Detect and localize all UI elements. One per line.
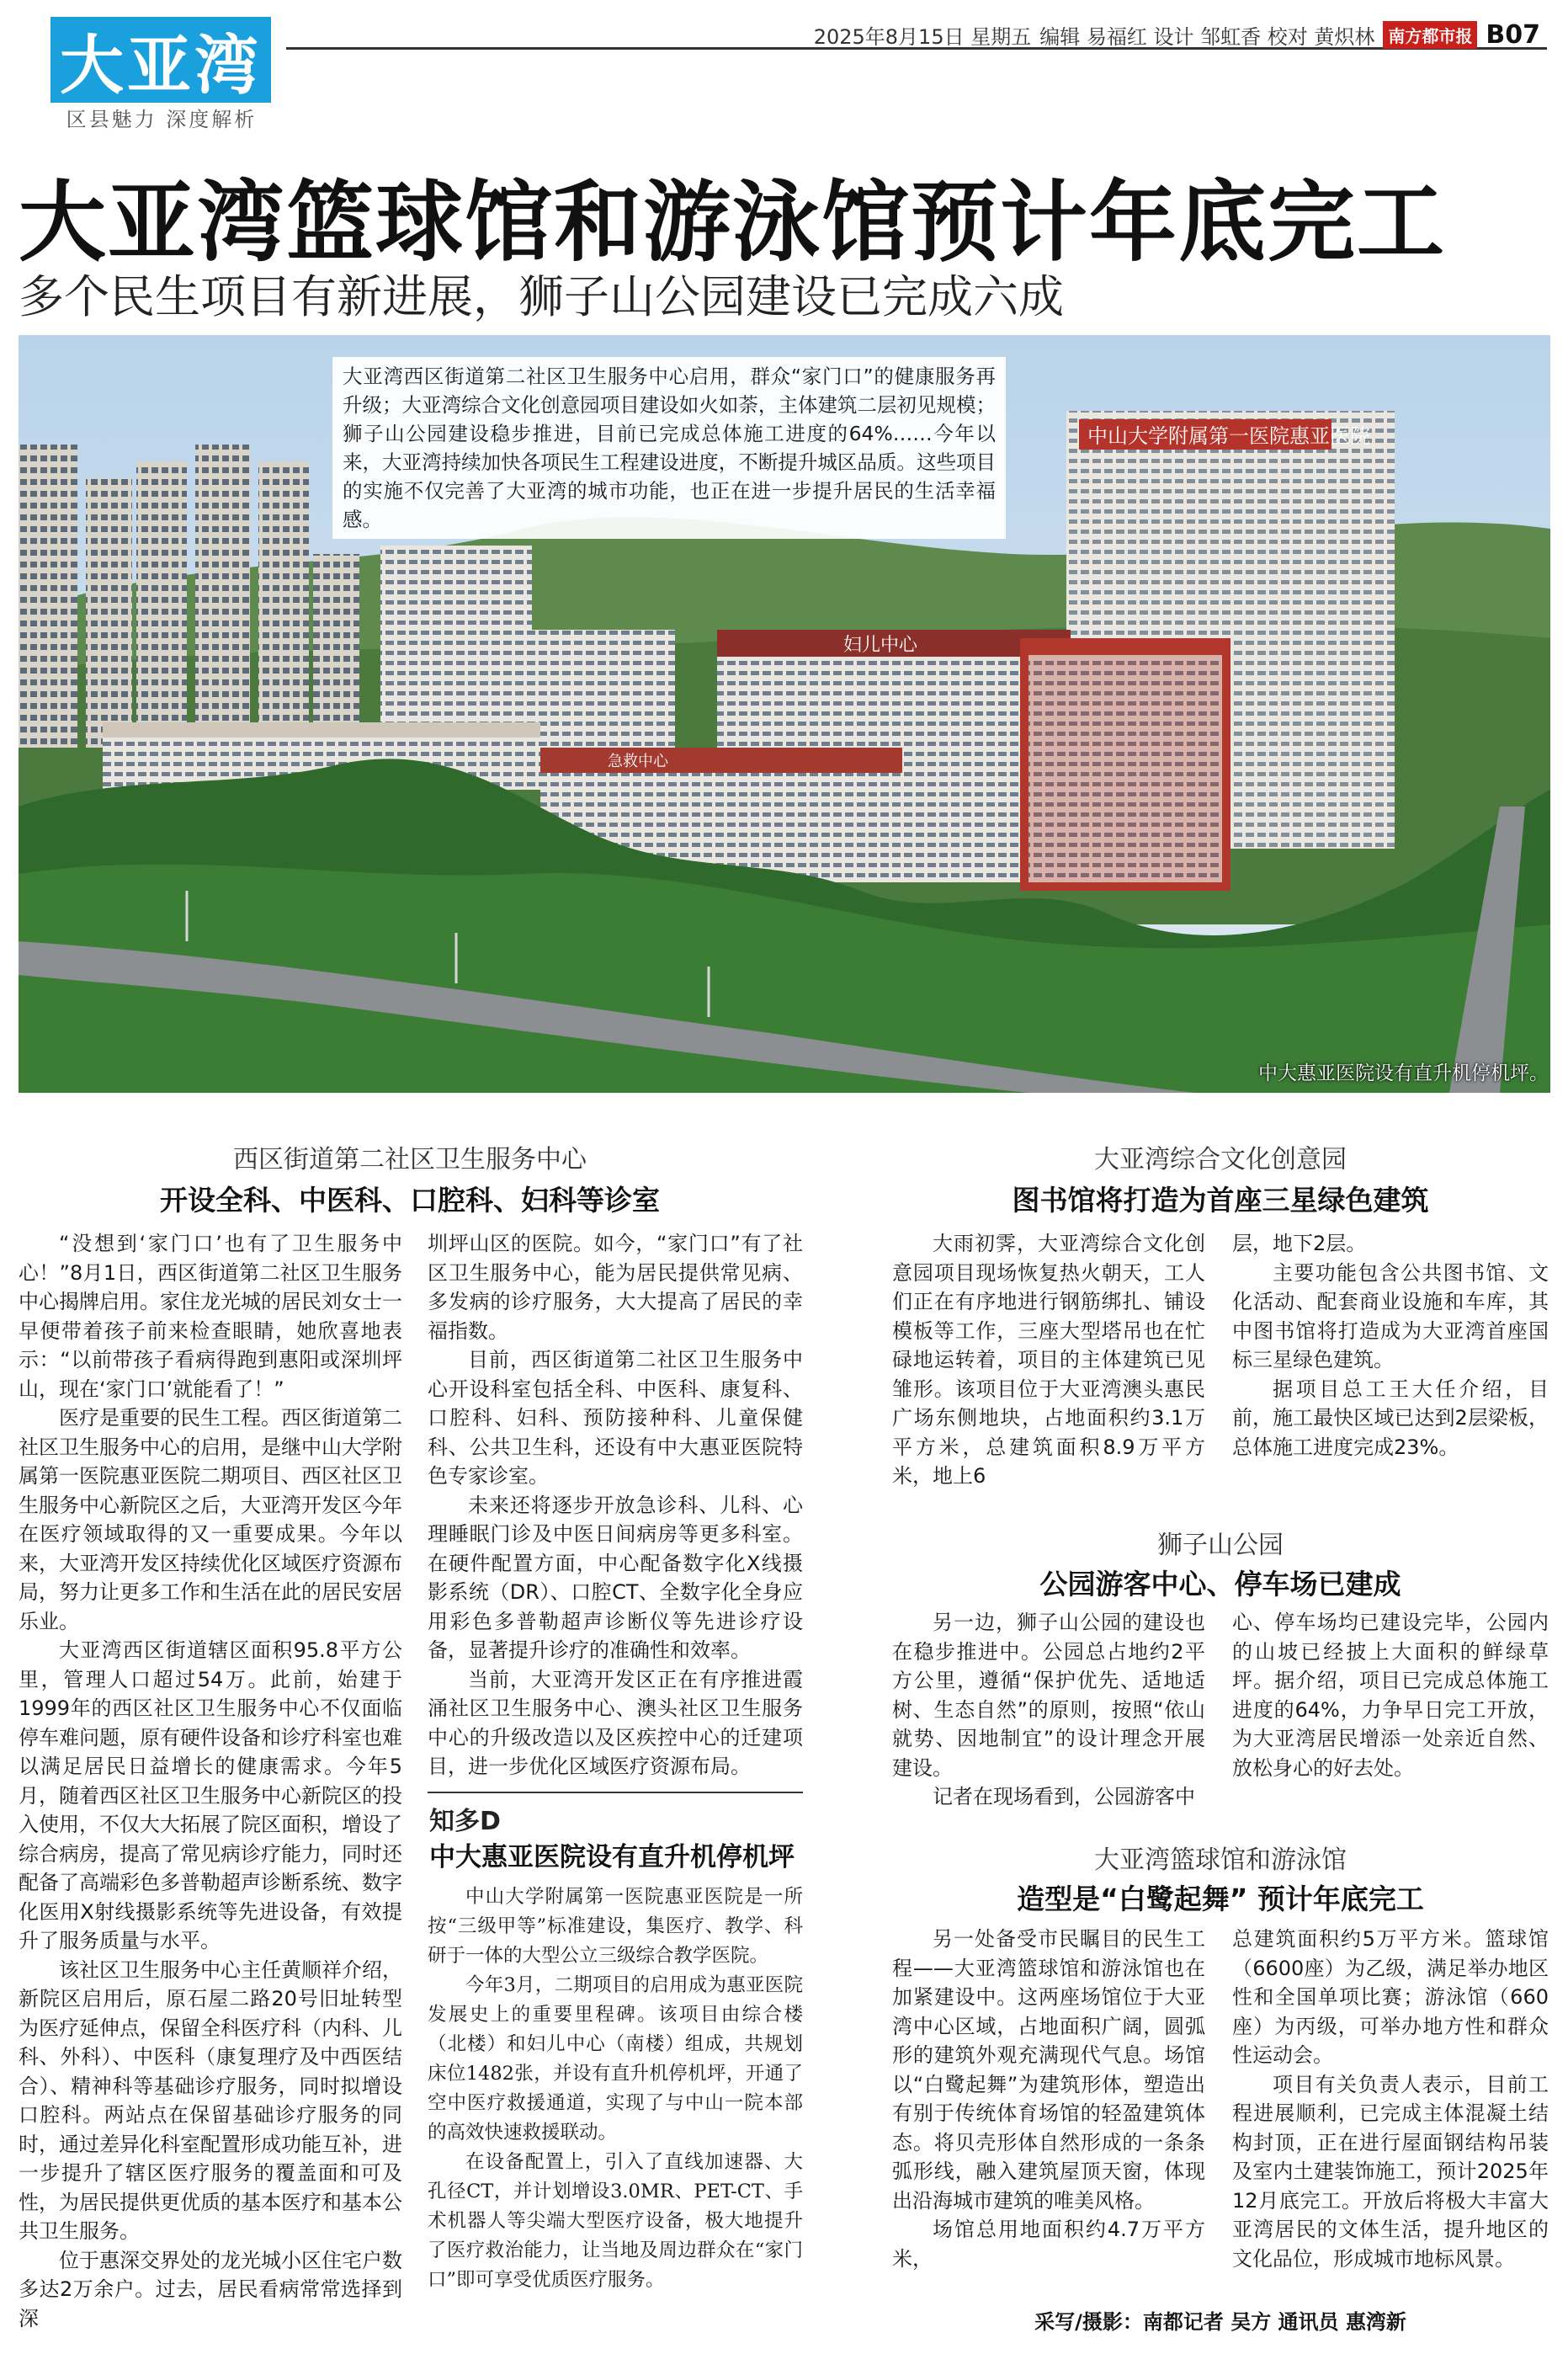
paragraph: 在设备配置上，引入了直线加速器、大孔径CT，并计划增设3.0MR、PET-CT、手术机器人等尖端大型医疗设备，极大地提升了医疗救治能力，让当地及周边群众在“家门口”即可享受优质医疗服务。 (428, 2151, 803, 2291)
section-slogan: 区县魅力 深度解析 (66, 108, 258, 131)
paragraph: 总建筑面积约5万平方米。篮球馆（6600座）为乙级，满足举办地区性和全国单项比赛；游泳馆（660座）为丙级，可举办地方性和群众性运动会。 (1232, 1927, 1549, 2067)
paragraph: “没想到‘家门口’也有了卫生服务中心！”8月1日，西区街道第二社区卫生服务中心揭牌启用。家住龙光城的居民刘女士一早便带着孩子前来检查眼睛，她欣喜地表示：“以前带孩子看病得跑到惠阳或深圳坪山，现在‘家门口’就能看了！” (19, 1232, 402, 1401)
article4-column-1 (892, 1925, 1205, 2273)
sub-headline: 多个民生项目有新进展，狮子山公园建设已完成六成 (19, 270, 1064, 323)
article1-column-1 (19, 1229, 402, 2333)
article3-column-2 (1232, 1608, 1549, 1782)
article3-title: 公园游客中心、停车场已建成 (1039, 1568, 1401, 1600)
editor-credits: 编辑 易福红 设计 邹虹香 校对 黄炽林 (1039, 25, 1375, 49)
paragraph: 目前，西区街道第二社区卫生服务中心开设科室包括全科、中医科、康复科、口腔科、妇科、预防接种科、儿童保健科、公共卫生科，还设有中大惠亚医院特色专家诊室。 (428, 1348, 803, 1488)
article3-column-1 (892, 1608, 1205, 1812)
sidebar-rule (428, 1792, 803, 1793)
paper-logo: 南方都市报 (1383, 21, 1477, 49)
article2-kicker: 大亚湾综合文化创意园 (1094, 1145, 1347, 1174)
header-meta (813, 20, 1540, 50)
article1-title: 开设全科、中医科、口腔科、妇科等诊室 (160, 1184, 660, 1217)
article3-kicker: 狮子山公园 (1157, 1531, 1284, 1560)
paragraph: 场馆总用地面积约4.7万平方米， (892, 2218, 1205, 2271)
paragraph: 中山大学附属第一医院惠亚医院是一所按“三级甲等”标准建设，集医疗、教学、科研于一体的大型公立三级综合教学医院。 (428, 1886, 803, 1967)
paragraph: 大亚湾西区街道辖区面积95.8平方公里，管理人口超过54万。此前，始建于1999年的西区社区卫生服务中心不仅面临停车难问题，原有硬件设备和诊疗科室也难以满足居民日益增长的健康需求。今年5月，随着西区社区卫生服务中心新院区的投入使用，不仅大大拓展了院区面积，增设了综合病房，提高了常见病诊疗能力，同时还配备了高端彩色多普勒超声诊断系统、数字化医用X射线摄影系统等先进设备，有效提升了服务质量与水平。 (19, 1638, 402, 1952)
paragraph: 当前，大亚湾开发区正在有序推进霞涌社区卫生服务中心、澳头社区卫生服务中心的升级改造以及区疾控中心的迁建项目，进一步优化区域医疗资源布局。 (428, 1667, 803, 1778)
paragraph: 层，地下2层。 (1232, 1232, 1367, 1255)
article4-title: 造型是“白鹭起舞” 预计年底完工 (1017, 1883, 1424, 1915)
paragraph: 该社区卫生服务中心主任黄顺祥介绍，新院区启用后，原石屋二路20号旧址转型为医疗延伸点，保留全科医疗科（内科、儿科、外科）、中医科（康复理疗及中西医结合）、精神科等基础诊疗服务，同时拟增设口腔科。两站点在保留基础诊疗服务的同时，通过差异化科室配置形成功能互补，进一步提升了辖区医疗服务的覆盖面和可及性，为居民提供更优质的基本医疗和基本公共卫生服务。 (19, 1957, 402, 2243)
paragraph: 大雨初霁，大亚湾综合文化创意园项目现场恢复热火朝天，工人们正在有序地进行钢筋绑扎、铺设模板等工作，三座大型塔吊也在忙碌地运转着，项目的主体建筑已见雏形。该项目位于大亚湾澳头惠民广场东侧地块，占地面积约3.1万平方米，总建筑面积8.9万平方米，地上6 (892, 1232, 1205, 1488)
main-headline: 大亚湾篮球馆和游泳馆预计年底完工 (19, 171, 1447, 274)
article1-kicker: 西区街道第二社区卫生服务中心 (233, 1145, 587, 1174)
paragraph: 未来还将逐步开放急诊科、儿科、心理睡眠门诊及中医日间病房等更多科室。在硬件配置方面，中心配备数字化X线摄影系统（DR）、口腔CT、全数字化全身应用彩色多普勒超声诊断仪等先进诊疗设备，显著提升诊疗的准确性和效率。 (428, 1493, 803, 1662)
section-badge (50, 17, 271, 103)
article4-column-2 (1232, 1925, 1549, 2273)
paragraph: 另一边，狮子山公园的建设也在稳步推进中。公园总占地约2平方公里，遵循“保护优先、适地适树、生态自然”的原则，按照“依山就势、因地制宜”的设计理念开展建设。 (892, 1611, 1205, 1780)
building-sign-women-children: 妇儿中心 (843, 635, 918, 656)
article2-title: 图书馆将打造为首座三星绿色建筑 (1012, 1184, 1429, 1217)
paragraph: 圳坪山区的医院。如今，“家门口”有了社区卫生服务中心，能为居民提供常见病、多发病的诊疗服务，大大提高了居民的幸福指数。 (428, 1232, 803, 1343)
paragraph: 今年3月，二期项目的启用成为惠亚医院发展史上的重要里程碑。该项目由综合楼（北楼）和妇儿中心（南楼）组成，共规划床位1482张，并设有直升机停机坪，开通了空中医疗救援通道，实现了与中山一院本部的高效快速救援联动。 (428, 1974, 803, 2144)
paragraph: 医疗是重要的民生工程。西区街道第二社区卫生服务中心的启用，是继中山大学附属第一医院惠亚医院二期项目、西区社区卫生服务中心新院区之后，大亚湾开发区今年在医疗领域取得的又一重要成果。今年以来，大亚湾开发区持续优化区域医疗资源布局，努力让更多工作和生活在此的居民安居乐业。 (19, 1406, 402, 1633)
building-sign-emergency: 急救中心 (608, 753, 668, 770)
article4-kicker: 大亚湾篮球馆和游泳馆 (1094, 1845, 1347, 1875)
paragraph: 位于惠深交界处的龙光城小区住宅户数多达2万余户。过去，居民看病常常选择到深 (19, 2248, 402, 2330)
paragraph: 记者在现场看到，公园游客中 (933, 1785, 1195, 1808)
intro-paragraph: 大亚湾西区街道第二社区卫生服务中心启用，群众“家门口”的健康服务再升级；大亚湾综合文化创意园项目建设如火如荼，主体建筑二层初见规模；狮子山公园建设稳步推进，目前已完成总体施工进度的64%……今年以来，大亚湾持续加快各项民生工程建设进度，不断提升城区品质。这些项目的实施不仅完善了大亚湾的城市功能，也正在进一步提升居民的生活幸福感。 (332, 357, 1006, 539)
paragraph: 项目有关负责人表示，目前工程进展顺利，已完成主体混凝土结构封顶，正在进行屋面钢结构吊装及室内土建装饰施工，预计2025年12月底完工。开放后将极大丰富大亚湾居民的文体生活，提升地区的文化品位，形成城市地标风景。 (1232, 2072, 1549, 2271)
building-sign-main: 中山大学附属第一医院惠亚医院 (1087, 424, 1370, 448)
paragraph: 另一处备受市民瞩目的民生工程——大亚湾篮球馆和游泳馆也在加紧建设中。这两座场馆位于大亚湾中心区域，占地面积广阔，圆弧形的建筑外观充满现代气息。场馆以“白鹭起舞”为建筑形体，塑造出有别于传统体育场馆的轻盈建筑体态。将贝壳形体自然形成的一条条弧形线，融入建筑屋顶天窗，体现出沿海城市建筑的唯美风格。 (892, 1927, 1205, 2213)
paragraph: 主要功能包含公共图书馆、文化活动、配套商业设施和车库，其中图书馆将打造成为大亚湾首座国标三星绿色建筑。 (1232, 1260, 1549, 1371)
sidebar-label: 知多D (429, 1807, 501, 1836)
issue-date: 2025年8月15日 星期五 (813, 25, 1032, 49)
page-number: B07 (1486, 20, 1540, 50)
section-name: 大亚湾 (60, 27, 262, 103)
paragraph: 心、停车场均已建设完毕，公园内的山坡已经披上大面积的鲜绿草坪。据介绍，项目已完成总体施工进度的64%，力争早日完工开放，为大亚湾居民增添一处亲近自然、放松身心的好去处。 (1232, 1611, 1549, 1780)
article1-column-2 (428, 1229, 803, 1781)
sidebar-body (428, 1883, 803, 2295)
byline: 采写/摄影：南都记者 吴方 通讯员 惠湾新 (1034, 2310, 1406, 2334)
article2-column-2 (1232, 1229, 1549, 1462)
paragraph: 据项目总工王大任介绍，目前，施工最快区域已达到2层梁板，总体施工进度完成23%。 (1232, 1377, 1549, 1459)
article2-column-1 (892, 1229, 1205, 1491)
photo-caption: 中大惠亚医院设有直升机停机坪。 (1258, 1062, 1549, 1084)
sidebar-title: 中大惠亚医院设有直升机停机坪 (429, 1842, 795, 1872)
